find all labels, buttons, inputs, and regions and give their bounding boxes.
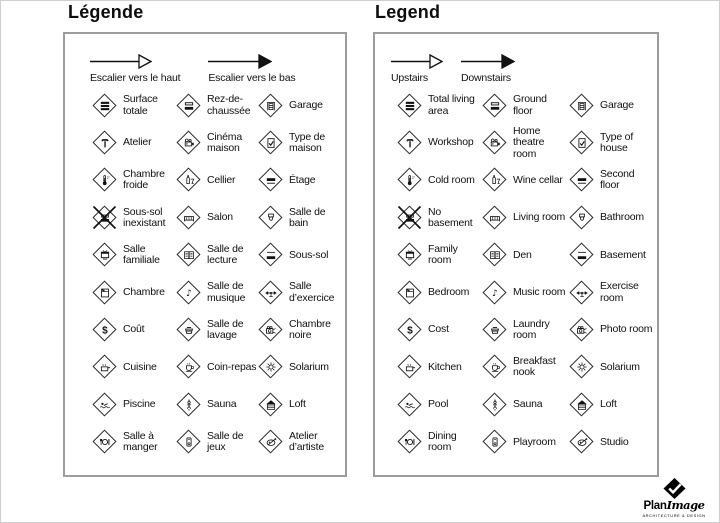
upstairs-open-arrow-icon — [90, 54, 152, 69]
den-icon — [175, 242, 202, 269]
downstairs-filled-arrow-icon — [461, 54, 515, 69]
stair-arrow-label: Escalier vers le haut — [90, 72, 181, 84]
stair-arrow-label: Downstairs — [461, 72, 511, 84]
stair-arrow-row — [90, 54, 295, 84]
legend-item — [396, 354, 481, 381]
legend-item — [257, 317, 343, 344]
legend-item-label: Cinéma maison — [207, 130, 242, 155]
legend-item — [568, 242, 655, 269]
legend-item — [257, 391, 343, 418]
legend-item — [568, 429, 655, 456]
legend-item — [91, 279, 175, 306]
legend-item-label: Atelier — [123, 136, 152, 149]
legend-item — [175, 354, 257, 381]
legend-item-label: Wine cellar — [513, 173, 563, 186]
brand-image: Image — [666, 497, 705, 512]
legend-item-label: Bathroom — [600, 211, 644, 224]
legend-item-label: Total living area — [428, 93, 475, 117]
legend-item-label: Salle d’exercice — [289, 280, 335, 304]
legend-item-label: No basement — [428, 205, 473, 229]
legend-item-label: Loft — [600, 398, 617, 411]
legend-item-grid — [375, 87, 655, 461]
legend-item-label: Solarium — [600, 360, 640, 373]
bedroom-icon — [91, 279, 118, 306]
ground-floor-icon — [481, 92, 508, 119]
legend-item-label: Photo room — [600, 323, 653, 336]
legend-item-label: Type de maison — [289, 130, 325, 155]
legend-item-label: Salle de musique — [207, 280, 246, 304]
crossed-out-x-icon — [91, 204, 118, 231]
legend-item-label: Chambre noire — [289, 317, 331, 342]
loft-icon — [568, 391, 595, 418]
ground-floor-icon — [175, 92, 202, 119]
legend-item — [396, 92, 481, 119]
legend-item — [396, 391, 481, 418]
brand-tagline: ARCHITECTURE & DESIGN — [642, 513, 706, 518]
photo-room-icon — [568, 317, 595, 344]
legend-item-label: Home theatre room — [513, 125, 545, 160]
legend-item — [257, 92, 343, 119]
basement-icon — [257, 242, 284, 269]
legend-item-label: Second floor — [600, 168, 635, 192]
bathroom-icon — [568, 204, 595, 231]
svg-text:$: $ — [406, 325, 413, 337]
legend-item — [396, 167, 481, 194]
legend-item — [568, 354, 655, 381]
music-room-icon — [175, 279, 202, 306]
legend-item — [91, 391, 175, 418]
exercise-room-icon — [257, 279, 284, 306]
legend-panel-english — [373, 32, 659, 477]
cost-icon — [396, 317, 423, 344]
type-of-house-icon — [257, 130, 284, 157]
legend-item — [481, 354, 568, 381]
legend-item-label: Surface totale — [123, 93, 158, 117]
legend-item-label: Cuisine — [123, 360, 157, 373]
legend-item-label: Salle de lavage — [207, 317, 244, 342]
legend-item-label: Rez-de-chaussée — [207, 93, 251, 117]
stair-arrow-row — [391, 54, 515, 84]
legend-item — [175, 130, 257, 157]
laundry-room-icon — [481, 317, 508, 344]
family-room-icon — [91, 242, 118, 269]
stair-arrow-label: Escalier vers le bas — [208, 72, 296, 84]
pool-icon — [91, 391, 118, 418]
legend-item-label: Pool — [428, 398, 449, 411]
wine-cellar-icon — [481, 167, 508, 194]
legend-item-label: Salle de lecture — [207, 242, 244, 267]
legend-item — [568, 167, 655, 194]
legend-item — [396, 429, 481, 456]
studio-icon — [257, 429, 284, 456]
home-theatre-icon — [175, 130, 202, 157]
wine-cellar-icon — [175, 167, 202, 194]
legend-item — [175, 167, 257, 194]
legend-item-label: Garage — [600, 99, 634, 112]
breakfast-nook-icon — [481, 354, 508, 381]
legend-item-label: Cellier — [207, 173, 236, 186]
legend-item — [91, 92, 175, 119]
svg-text:♪: ♪ — [185, 288, 192, 299]
legend-item — [481, 92, 568, 119]
legend-item-grid — [65, 87, 343, 461]
legend-item — [481, 167, 568, 194]
playroom-icon — [481, 429, 508, 456]
legend-item-label: Living room — [513, 211, 566, 224]
den-icon — [481, 242, 508, 269]
legend-item-label: Coût — [123, 323, 145, 336]
legend-item-label: Dining room — [428, 429, 457, 454]
legend-panel-french — [63, 32, 347, 477]
family-room-icon — [396, 242, 423, 269]
legend-item — [91, 317, 175, 344]
stair-arrow-open — [90, 54, 180, 84]
legend-item-label: Salle à manger — [123, 429, 158, 454]
photo-room-icon — [257, 317, 284, 344]
legend-item-label: Family room — [428, 242, 458, 267]
page-title-english: Legend — [375, 2, 441, 22]
no-basement-icon — [91, 204, 118, 231]
kitchen-icon — [91, 354, 118, 381]
stair-arrow-label: Upstairs — [391, 72, 428, 84]
legend-item-label: Piscine — [123, 398, 156, 411]
legend-item-label: Music room — [513, 285, 566, 298]
svg-text:$: $ — [101, 325, 108, 337]
bathroom-icon — [257, 204, 284, 231]
sauna-icon — [481, 391, 508, 418]
legend-item-label: Type of house — [600, 130, 634, 155]
legend-item — [481, 126, 568, 160]
legend-item — [396, 130, 481, 157]
legend-item-label: Ground floor — [513, 93, 547, 117]
sauna-icon — [175, 391, 202, 418]
cold-room-icon — [396, 167, 423, 194]
legend-item — [175, 317, 257, 344]
legend-item — [257, 242, 343, 269]
legend-item-label: Bedroom — [428, 285, 470, 298]
legend-item — [481, 391, 568, 418]
svg-text:2°: 2° — [411, 176, 415, 181]
stair-arrow-filled — [461, 54, 515, 84]
legend-item-label: Cold room — [428, 173, 475, 186]
kitchen-icon — [396, 354, 423, 381]
legend-item-label: Étage — [289, 173, 316, 186]
dining-room-icon — [91, 429, 118, 456]
legend-item-label: Solarium — [289, 360, 329, 373]
svg-text:2°: 2° — [106, 176, 110, 181]
living-room-icon — [175, 204, 202, 231]
legend-item — [568, 391, 655, 418]
solarium-icon — [257, 354, 284, 381]
stair-arrow-filled — [208, 54, 295, 84]
legend-item-label: Laundry room — [513, 317, 550, 342]
legend-item — [257, 204, 343, 231]
legend-item-label: Playroom — [513, 435, 556, 448]
svg-text:♪: ♪ — [491, 288, 498, 299]
legend-item-label: Atelier d’artiste — [289, 429, 324, 454]
legend-item-label: Loft — [289, 398, 306, 411]
basement-icon — [568, 242, 595, 269]
playroom-icon — [175, 429, 202, 456]
legend-item — [91, 204, 175, 231]
living-room-icon — [481, 204, 508, 231]
legend-item — [568, 317, 655, 344]
legend-item-label: Coin-repas — [207, 360, 257, 373]
dining-room-icon — [396, 429, 423, 456]
legend-item-label: Sous-sol — [289, 248, 329, 261]
studio-icon — [568, 429, 595, 456]
second-floor-icon — [257, 167, 284, 194]
legend-item-label: Salle de jeux — [207, 429, 244, 454]
music-room-icon — [481, 279, 508, 306]
legend-item — [396, 279, 481, 306]
legend-item-label: Workshop — [428, 136, 474, 149]
legend-item-label: Sauna — [207, 398, 237, 411]
legend-item-label: Breakfast nook — [513, 355, 556, 379]
legend-item-label: Exercise room — [600, 280, 639, 304]
legend-item — [175, 279, 257, 306]
legend-item — [396, 317, 481, 344]
total-living-area-icon — [396, 92, 423, 119]
loft-icon — [257, 391, 284, 418]
brand-plan: Plan — [643, 499, 667, 512]
crossed-out-x-icon — [396, 204, 423, 231]
laundry-room-icon — [175, 317, 202, 344]
legend-item — [568, 92, 655, 119]
type-of-house-icon — [568, 130, 595, 157]
legend-item — [257, 279, 343, 306]
breakfast-nook-icon — [175, 354, 202, 381]
total-living-area-icon — [91, 92, 118, 119]
upstairs-open-arrow-icon — [391, 54, 443, 69]
legend-item-label: Salle de bain — [289, 205, 326, 229]
legend-item-label: Sous-sol inexistant — [123, 205, 166, 229]
legend-item — [175, 92, 257, 119]
legend-item-label: Kitchen — [428, 360, 462, 373]
legend-item-label: Chambre froide — [123, 168, 165, 192]
legend-item — [481, 317, 568, 344]
legend-item-label: Basement — [600, 248, 646, 261]
legend-item — [175, 242, 257, 269]
legend-item — [91, 167, 175, 194]
legend-item — [175, 391, 257, 418]
home-theatre-icon — [481, 130, 508, 157]
legend-item — [175, 429, 257, 456]
cost-icon — [91, 317, 118, 344]
solarium-icon — [568, 354, 595, 381]
legend-item-label: Sauna — [513, 398, 543, 411]
planimage-logo — [637, 477, 711, 519]
legend-item — [175, 204, 257, 231]
legend-item — [396, 242, 481, 269]
legend-item — [257, 429, 343, 456]
second-floor-icon — [568, 167, 595, 194]
legend-item — [568, 279, 655, 306]
legend-item — [91, 242, 175, 269]
workshop-icon — [91, 130, 118, 157]
cold-room-icon — [91, 167, 118, 194]
legend-item — [481, 279, 568, 306]
pool-icon — [396, 391, 423, 418]
exercise-room-icon — [568, 279, 595, 306]
legend-item-label: Chambre — [123, 285, 165, 298]
legend-item — [481, 242, 568, 269]
legend-item-label: Den — [513, 248, 532, 261]
legend-item — [91, 354, 175, 381]
workshop-icon — [396, 130, 423, 157]
legend-item — [568, 130, 655, 157]
legend-item — [396, 204, 481, 231]
legend-item-label: Salle familiale — [123, 242, 160, 267]
legend-item — [257, 167, 343, 194]
planimage-brand-text — [644, 497, 705, 513]
no-basement-icon — [396, 204, 423, 231]
legend-item-label: Studio — [600, 435, 629, 448]
page-title-french: Légende — [68, 2, 144, 22]
garage-icon — [568, 92, 595, 119]
legend-item-label: Salon — [207, 211, 233, 224]
stair-arrow-open — [391, 54, 443, 84]
legend-item — [257, 130, 343, 157]
downstairs-filled-arrow-icon — [208, 54, 272, 69]
legend-item — [91, 429, 175, 456]
legend-item-label: Garage — [289, 99, 323, 112]
bedroom-icon — [396, 279, 423, 306]
legend-item — [257, 354, 343, 381]
legend-item — [481, 204, 568, 231]
legend-item — [481, 429, 568, 456]
legend-item — [91, 130, 175, 157]
legend-item — [568, 204, 655, 231]
legend-item-label: Cost — [428, 323, 449, 336]
garage-icon — [257, 92, 284, 119]
